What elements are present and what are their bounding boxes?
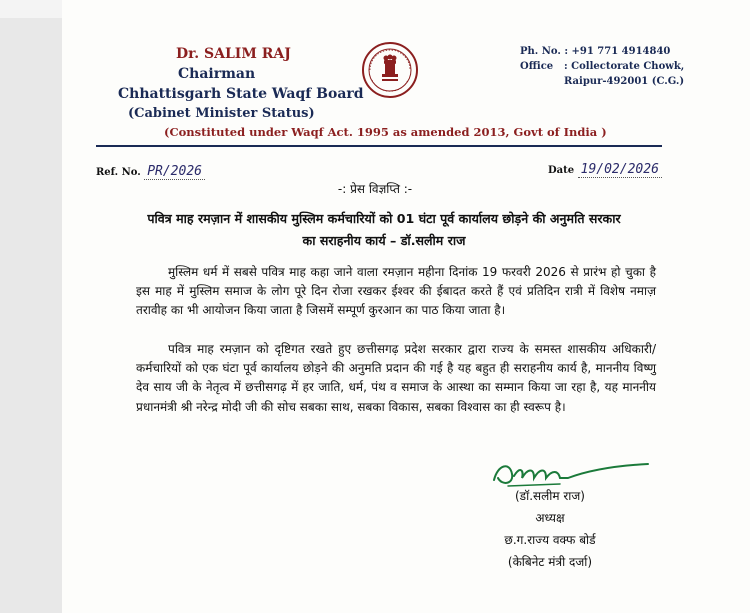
signatory-designation: अध्यक्ष [535, 511, 565, 525]
letterhead-designation: Chairman [178, 66, 256, 82]
body-paragraph-1: मुस्लिम धर्म में सबसे पवित्र माह कहा जाने वाला रमज़ान महीना दिनांक 19 फरवरी 2026 से प्रारंभ हो चुका है इस माह में मुस्लिम समाज के लोग पूरे दिन रोजा रखकर ईश्वर की ईबादत करते हैं एवं प्रतिदिन रात्री में विशेष नमाज़ तरावीह का भी आयोजन किया जाता है जिसमें सम्पूर्ण कुरआन का पाठ किया जाता है। [136, 265, 656, 318]
date-label: Date [548, 165, 575, 176]
ref-value: PR/2026 [144, 164, 205, 180]
header-divider [96, 145, 662, 147]
reference-date [548, 162, 662, 177]
signatory-organization: छ.ग.राज्य वक्फ बोर्ड [504, 533, 596, 547]
office-line-2: Raipur-492001 (C.G.) [564, 76, 685, 87]
signature-block [470, 485, 630, 573]
office-label: Office [520, 61, 554, 72]
ref-label: Ref. No. [96, 167, 141, 178]
letterhead-constitution: (Constituted under Waqf Act. 1995 as amended 2013, Govt of India ) [164, 125, 607, 139]
body-paragraph-2: पवित्र माह रमज़ान को दृष्टिगत रखते हुए छत्तीसगढ़ प्रदेश सरकार द्वारा राज्य के समस्त शासकीय अधिकारी/कर्मचारियों को एक घंटा पूर्व कार्यालय छोड़ने की अनुमति प्रदान की गई है यह बहुत ही सराहनीय कार्य है, माननीय विष्णु देव साय जी के नेतृत्व में छत्तीसगढ़ में हर जाति, धर्म, पंथ व समाज के आस्था का सम्मान किया जा रहा है, यह माननीय प्रधानमंत्री श्री नरेन्द्र मोदी जी की सोच सबका साथ, सबका विकास, सबका विश्वास का ही स्वरूप है। [136, 342, 656, 414]
letterhead-contact [520, 44, 684, 89]
press-headline: पवित्र माह रमज़ान में शासकीय मुस्लिम कर्मचारियों को 01 घंटा पूर्व कार्यालय छोड़ने की अनुमति सरकार का सराहनीय कार्य – डॉ.सलीम राज [147, 211, 621, 248]
phone-value: +91 771 4914840 [571, 46, 671, 57]
signatory-name: (डॉ.सलीम राज) [515, 489, 585, 503]
state-emblem-seal-icon [360, 40, 420, 100]
reference-number [96, 164, 205, 179]
letterhead-name: Dr. SALIM RAJ [176, 46, 291, 62]
press-release-label: -: प्रेस विज्ञप्ति :- [337, 182, 413, 196]
date-value: 19/02/2026 [578, 162, 662, 178]
phone-label: Ph. No. : [520, 46, 569, 57]
letterhead-organization: Chhattisgarh State Waqf Board [118, 86, 364, 102]
letterhead-status: (Cabinet Minister Status) [128, 106, 315, 121]
signatory-status: (केबिनेट मंत्री दर्जा) [507, 555, 593, 569]
office-line-1: : Collectorate Chowk, [564, 61, 685, 72]
